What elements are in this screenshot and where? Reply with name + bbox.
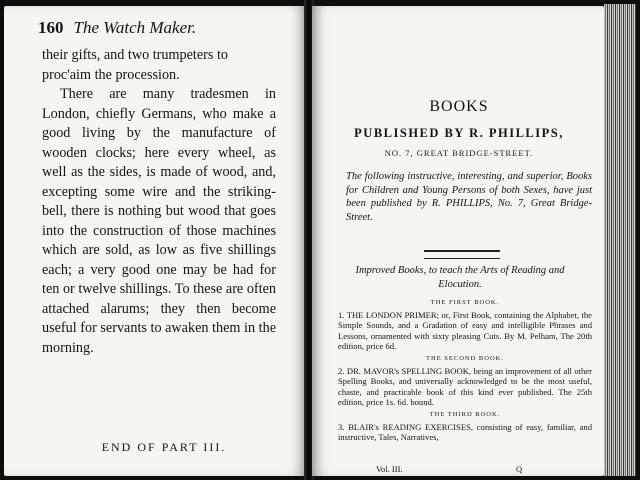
end-of-part-note: END OF PART III. [101,440,227,454]
paragraph: There are many tradesmen in London, chiefly Germans, who make a good living by the manufacture of wooden clocks; here every wheel, as well as the sides, is made of wood, and, excepting some wire and the striking-bell, there is nothing but wood that goes into the construction of those machines which are sold, as low as five shillings each; a very good one may be had for ten or twelve shillings. To these are often attached alarums; they then become useful for servants to awaken them in the morning. [42,86,276,356]
publisher-address: NO. 7, GREAT BRIDGE-STREET. [384,148,534,158]
left-page-text [42,46,276,358]
book-entry: 3. BLAIR's READING EXERCISES, consisting of easy, familiar, and instructive, Tales, Narratives, [338,421,592,443]
right-page [312,6,604,476]
book-entry: 1. THE LONDON PRIMER; or, First Book, containing the Alphabet, the Simple Sounds, and a Gradation of easy and intelligible Phrases and Lessons, ornamented with sixty pleasing Cuts. By M. Pelham, The 20th edition, price 6d. [338,309,592,352]
double-rule-divider [424,250,500,259]
book-section-label: THE SECOND BOOK. [426,354,504,362]
book-section-label: THE FIRST BOOK. [430,299,500,306]
running-title: The Watch Maker. [73,18,197,37]
advertisement-intro: The following instructive, interesting, and superior, Books for Children and Young Persons of both Sexes, have just been published by R. PHILLIPS, No. 7, Great Bridge-Street. [346,171,592,223]
paragraph: their gifts, and two trumpeters to proc'aim the procession. [42,47,228,83]
book-entry: 2. DR. MAVOR's SPELLING BOOK, being an improvement of all other Spelling Books, and universally acknowledged to be the most useful, chaste, and practicable book of this kind ever published. The 25th edition, price 1s. 6d. bound. [338,365,592,408]
running-header [38,18,278,44]
volume-mark: Vol. III. [376,464,403,474]
publisher-line: PUBLISHED BY R. PHILLIPS, [354,126,564,140]
page-number: 160 [38,18,64,37]
section-subheading: Improved Books, to teach the Arts of Reading and Elocution. [355,265,565,290]
book-list [338,296,592,444]
signature-mark: Q [516,464,523,474]
book-section-label: THE THIRD BOOK. [429,410,501,418]
page-footer [376,464,556,474]
books-heading: BOOKS [429,98,489,115]
page-edges [604,4,636,476]
left-page [4,6,306,476]
